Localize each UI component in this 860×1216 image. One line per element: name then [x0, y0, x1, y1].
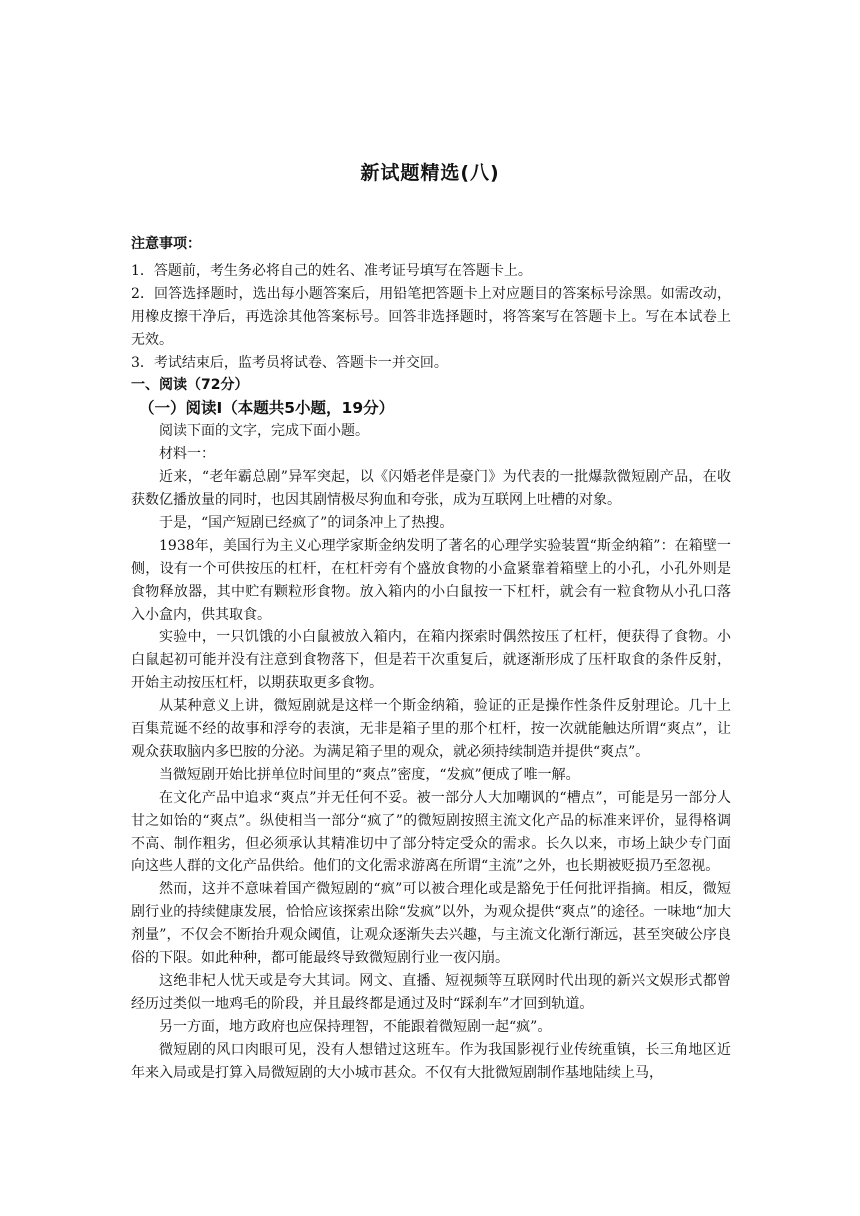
paragraph-11: 微短剧的风口肉眼可见，没有人想错过这班车。作为我国影视行业传统重镇，长三角地区近年来入局或是打算入局微短剧的大小城市甚众。不仅有大批微短剧制作基地陆续上马， [131, 1041, 731, 1081]
notice-item-1: 1．答题前，考生务必将自己的姓名、准考证号填写在答题卡上。 [131, 262, 532, 279]
notice-heading: 注意事项： [131, 236, 201, 252]
document-body [131, 233, 731, 1085]
paragraph-10: 另一方面，地方政府也应保持理智，不能跟着微短剧一起“疯”。 [159, 1018, 552, 1035]
paragraph-3: 1938年，美国行为主义心理学家斯金纳发明了著名的心理学实验装置“斯金纳箱”：在箱壁一侧，设有一个可供按压的杠杆，在杠杆旁有个盛放食物的小盒紧靠着箱壁上的小孔，小孔外则是食物释放器，其中贮有颗粒形食物。放入箱内的小白鼠按一下杠杆，就会有一粒食物从小孔口落入小盒内，供其取食。 [131, 537, 731, 623]
document-title: 新试题精选(八) [360, 162, 500, 184]
reading-instruction: 阅读下面的文字，完成下面小题。 [159, 423, 369, 440]
paragraph-9: 这绝非杞人忧天或是夸大其词。网文、直播、短视频等互联网时代出现的新兴文娱形式都曾经历过类似一地鸡毛的阶段，并且最终都是通过及时“踩刹车”才回到轨道。 [131, 973, 731, 1012]
paragraph-5: 从某种意义上讲，微短剧就是这样一个斯金纳箱，验证的正是操作性条件反射理论。几十上百集荒诞不经的故事和浮夸的表演，无非是箱子里的那个杠杆，按一次就能触达所谓“爽点”，让观众获取脑内多巴胺的分泌。为满足箱子里的观众，就必须持续制造并提供“爽点”。 [131, 698, 731, 760]
paragraph-4: 实验中，一只饥饿的小白鼠被放入箱内，在箱内探索时偶然按压了杠杆，便获得了食物。小白鼠起初可能并没有注意到食物落下，但是若干次重复后，就逐渐形成了压杆取食的条件反射，开始主动按压杠杆，以期获取更多食物。 [131, 629, 731, 692]
notice-item-3: 3．考试结束后，监考员将试卷、答题卡一并交回。 [131, 354, 448, 371]
section-heading: 一、阅读（72分） [131, 377, 249, 394]
paragraph-7: 在文化产品中追求“爽点”并无任何不妥。被一部分人大加嘲讽的“槽点”，可能是另一部分人甘之如饴的“爽点”。纵使相当一部分“疯了”的微短剧按照主流文化产品的标准来评价，显得格调不高、制作粗劣，但必须承认其精准切中了部分特定受众的需求。长久以来，市场上缺少专门面向这些人群的文化产品供给。他们的文化需求游离在所谓“主流”之外，也长期被贬损乃至忽视。 [131, 789, 731, 875]
notice-item-2: 2．回答选择题时，选出每小题答案后，用铅笔把答题卡上对应题目的答案标号涂黑。如需改动，用橡皮擦干净后，再选涂其他答案标号。回答非选择题时，将答案写在答题卡上。写在本试卷上无效。 [131, 285, 731, 348]
paragraph-8: 然而，这并不意味着国产微短剧的“疯”可以被合理化或是豁免于任何批评指摘。相反，微短剧行业的持续健康发展，恰恰应该探索出除“发疯”以外，为观众提供“爽点”的途径。一味地“加大剂量”，不仅会不断抬升观众阈值，让观众逐渐失去兴趣，与主流文化渐行渐远，甚至突破公序良俗的下限。如此种种，都可能最终导致微短剧行业一夜闪崩。 [131, 881, 731, 967]
paragraph-1: 近来，“老年霸总剧”异军突起，以《闪婚老伴是豪门》为代表的一批爆款微短剧产品，在收获数亿播放量的同时，也因其剧情极尽狗血和夸张，成为互联网上吐槽的对象。 [131, 469, 731, 508]
paragraph-6: 当微短剧开始比拼单位时间里的“爽点”密度，“发疯”便成了唯一解。 [159, 766, 580, 783]
subsection-heading: （一）阅读Ⅰ（本题共5小题，19分） [139, 399, 395, 418]
material-label: 材料一： [159, 446, 215, 463]
paragraph-2: 于是，“国产短剧已经疯了”的词条冲上了热搜。 [159, 514, 454, 531]
